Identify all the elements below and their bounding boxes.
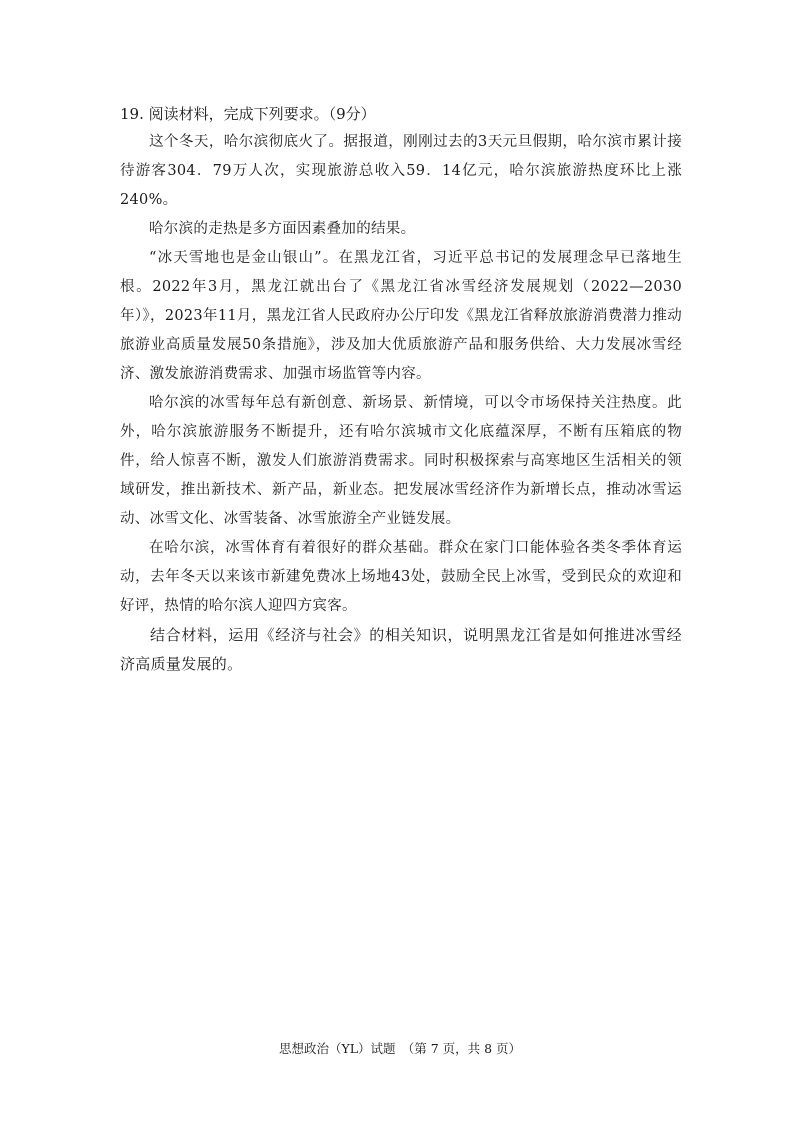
page-footer: 思想政治（YL）试题 （第 7 页，共 8 页） (278, 1041, 522, 1056)
material-paragraph-4: 哈尔滨的冰雪每年总有新创意、新场景、新情境，可以令市场保持关注热度。此外，哈尔滨旅游服务不断提升，还有哈尔滨城市文化底蕴深厚，不断有压箱底的物件，给人惊喜不断，激发人们旅游消费需求。同时积极探索与高寒地区生活相关的领域研发，推出新技术、新产品，新业态。把发展冰雪经济作为新增长点，推动冰雪运动、冰雪文化、冰雪装备、冰雪旅游全产业链发展。 (120, 395, 682, 527)
question-task: 结合材料，运用《经济与社会》的相关知识，说明黑龙江省是如何推进冰雪经济高质量发展的。 (120, 626, 682, 673)
question-header: 19. 阅读材料，完成下列要求。（9分） (120, 105, 376, 123)
material-paragraph-1: 这个冬天，哈尔滨彻底火了。据报道，刚刚过去的3天元旦假期，哈尔滨市累计接待游客304．79万人次，实现旅游总收入59．14亿元，哈尔滨旅游热度环比上涨240%。 (120, 134, 682, 208)
question-block (120, 100, 682, 679)
material-paragraph-5: 在哈尔滨，冰雪体育有着很好的群众基础。群众在家门口能体验各类冬季体育运动，去年冬天以来该市新建免费冰上场地43处，鼓励全民上冰雪，受到民众的欢迎和好评，热情的哈尔滨人迎四方宾客。 (120, 540, 682, 614)
material-paragraph-2: 哈尔滨的走热是多方面因素叠加的结果。 (149, 221, 416, 237)
material-paragraph-3: “冰天雪地也是金山银山”。在黑龙江省，习近平总书记的发展理念早已落地生根。2022年3月，黑龙江就出台了《黑龙江省冰雪经济发展规划（2022—2030年）》，2023年11月，黑龙江省人民政府办公厅印发《黑龙江省释放旅游消费潜力推动旅游业高质量发展50条措施》，涉及加大优质旅游产品和服务供给、大力发展冰雪经济、激发旅游消费需求、加强市场监管等内容。 (120, 250, 682, 382)
